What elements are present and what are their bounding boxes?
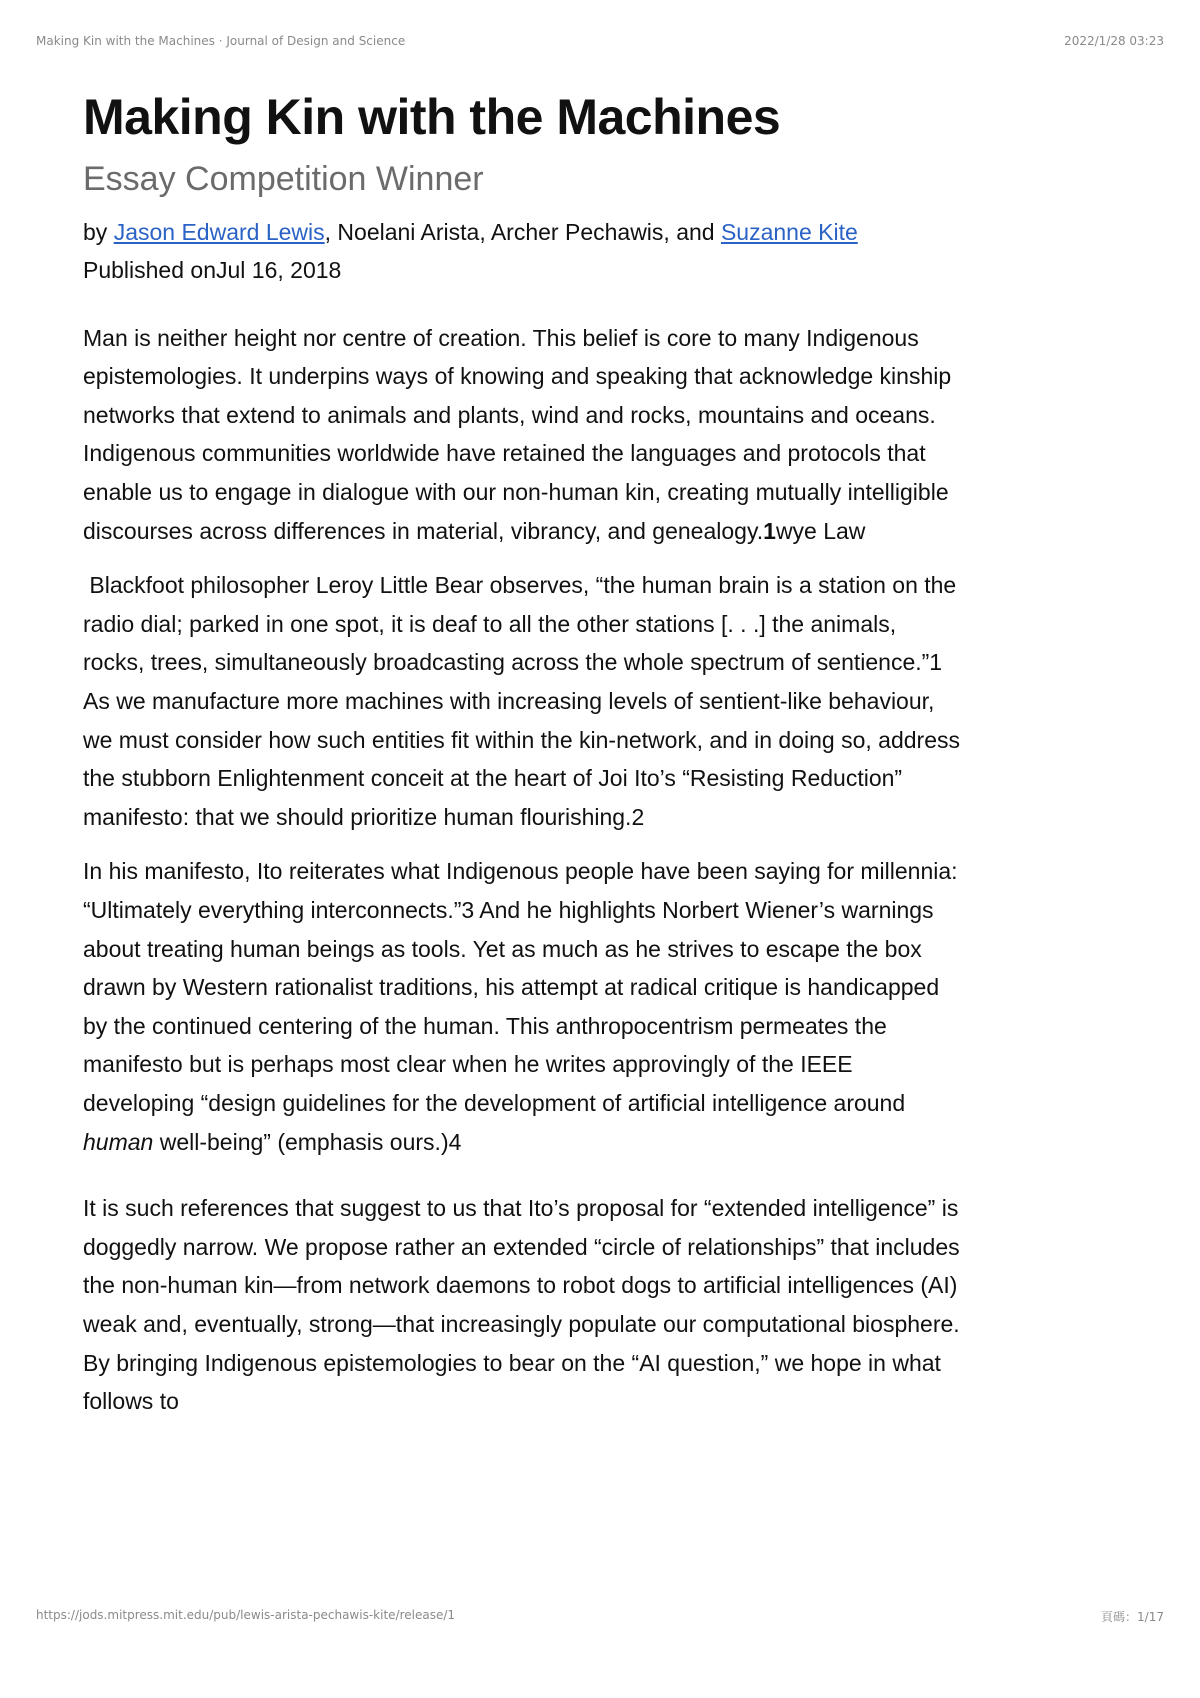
footnote-marker-1[interactable]: 1: [763, 517, 776, 544]
print-footer-url: https://jods.mitpress.mit.edu/pub/lewis-arista-pechawis-kite/release/1: [36, 1608, 456, 1622]
article-body: [83, 319, 967, 1421]
article: [83, 86, 967, 1437]
published-date: Published onJul 16, 2018: [83, 256, 342, 283]
byline-prefix: by: [83, 218, 114, 245]
paragraph-3-emphasis: human: [83, 1128, 154, 1155]
print-header-timestamp: 2022/1/28 03:23: [1064, 34, 1164, 48]
article-title: Making Kin with the Machines: [83, 89, 781, 145]
byline: [83, 213, 963, 251]
paragraph-1-text: Man is neither height nor centre of creation. This belief is core to many Indigenous epistemologies. It underpins ways of knowing and speaking that acknowledge kinship networks that extend to animals and plants, wind and rocks, mountains and oceans. Indigenous communities worldwide have retained the languages and protocols that enable us to engage in dialogue with our non-human kin, creating mutually intelligible discourses across differences in material, vibrancy, and genealogy.: [83, 324, 952, 544]
author-link-jason-edward-lewis[interactable]: Jason Edward Lewis: [113, 218, 325, 245]
article-subtitle: Essay Competition Winner: [83, 159, 484, 198]
byline-middle: , Noelani Arista, Archer Pechawis, and: [324, 218, 721, 245]
paragraph-1: [83, 319, 963, 551]
print-footer: [36, 1608, 1164, 1625]
paragraph-3-text-b: well-being” (emphasis ours.)4: [153, 1128, 462, 1155]
paragraph-2: Blackfoot philosopher Leroy Little Bear observes, “the human brain is a station on the radio dial; parked in one spot, it is deaf to all the other stations [. . .] the animals, rocks, trees, simultaneously broadcasting across the whole spectrum of sentience.”1 As we manufacture more machines with increasing levels of sentient-like behaviour, we must consider how such entities fit within the kin-network, and in doing so, address the stubborn Enlightenment conceit at the heart of Joi Ito’s “Resisting Reduction” manifesto: that we should prioritize human flourishing.2: [83, 572, 967, 830]
print-footer-page-number: 頁碼：1/17: [1101, 1610, 1164, 1624]
paragraph-4: It is such references that suggest to us that Ito’s proposal for “extended intelligence” is doggedly narrow. We propose rather an extended “circle of relationships” that includes the non-human kin—from network daemons to robot dogs to artificial intelligences (AI) weak and, eventually, strong—that increasingly populate our computational biosphere. By bringing Indigenous epistemologies to bear on the “AI question,” we hope in what follows to: [83, 1195, 960, 1415]
author-link-suzanne-kite[interactable]: Suzanne Kite: [720, 218, 858, 245]
paragraph-3-text-a: In his manifesto, Ito reiterates what Indigenous people have been saying for millennia: “Ultimately everything interconnects.”3 And he highlights Norbert Wiener’s warnings about treating human beings as tools. Yet as much as he strives to escape the box drawn by Western rationalist traditions, his attempt at radical critique is handicapped by the continued centering of the human. This anthropocentrism permeates the manifesto but is perhaps most clear when he writes approvingly of the IEEE developing “design guidelines for the development of artificial intelligence around: [83, 858, 958, 1116]
print-header: [36, 34, 1164, 48]
paragraph-1-tail: wye Law: [775, 517, 866, 544]
print-header-title: Making Kin with the Machines · Journal of Design and Science: [36, 34, 406, 48]
paragraph-3: [83, 852, 963, 1161]
